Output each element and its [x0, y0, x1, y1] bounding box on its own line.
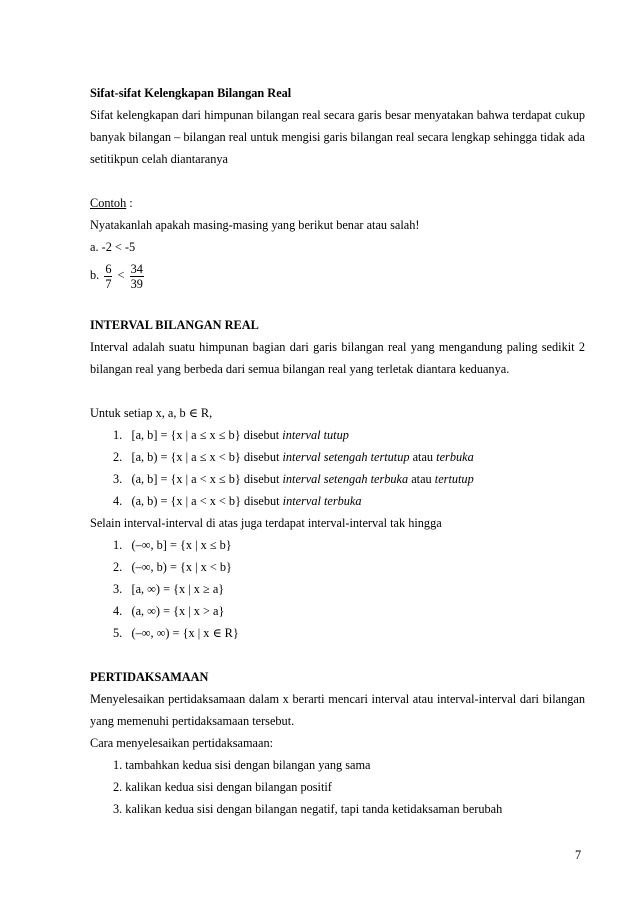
interval-item — [90, 446, 585, 468]
spacer — [90, 170, 585, 192]
infinite-item — [90, 556, 585, 578]
item-number: 1. — [113, 428, 123, 442]
infinite-list — [90, 534, 585, 644]
step-item: 3. kalikan kedua sisi dengan bilangan negatif, tapi tanda ketidaksaman berubah — [113, 802, 503, 816]
item-alt-name: tertutup — [434, 472, 474, 486]
item-separator: atau — [408, 472, 435, 486]
item-name: interval terbuka — [282, 494, 362, 508]
item-number: 4. — [113, 494, 123, 508]
steps-list — [90, 754, 585, 820]
spacer — [90, 644, 585, 666]
spacer — [90, 292, 585, 314]
example-heading — [90, 192, 585, 214]
interval-item — [90, 424, 585, 446]
item-expression: (a, ∞) = {x | x > a} — [131, 604, 225, 618]
step-item: 1. tambahkan kedua sisi dengan bilangan yang sama — [113, 758, 371, 772]
interval-item — [90, 490, 585, 512]
infinite-item — [90, 578, 585, 600]
section-title-pertidaksamaan: PERTIDAKSAMAAN — [90, 670, 209, 684]
document-page — [90, 82, 585, 820]
infinite-item — [90, 622, 585, 644]
interval-list — [90, 424, 585, 512]
paragraph-pertidaksamaan: Menyelesaikan pertidaksamaan dalam x berarti mencari interval atau interval-interval dari bilangan yang memenuhi pertidaksamaan tersebut. — [90, 692, 585, 728]
item-name: interval setengah terbuka — [282, 472, 409, 486]
item-expression: [a, b) = {x | a ≤ x < b} disebut — [131, 450, 283, 464]
item-number: 2. — [113, 450, 123, 464]
interval-item — [90, 468, 585, 490]
item-number: 2. — [113, 560, 123, 574]
item-number: 5. — [113, 626, 123, 640]
item-alt-name: terbuka — [436, 450, 474, 464]
spacer — [90, 380, 585, 402]
paragraph-kelengkapan: Sifat kelengkapan dari himpunan bilangan real secara garis besar menyatakan bahwa terdapat cukup banyak bilangan – bilangan real untuk mengisi garis bilangan real secara lengkap sehingga tidak ada setitikpun celah diantaranya — [90, 108, 585, 166]
example-label: Contoh — [90, 196, 127, 210]
item-expression: (a, b] = {x | a < x ≤ b} disebut — [131, 472, 283, 486]
fraction-operator: < — [117, 268, 125, 282]
item-number: 1. — [113, 538, 123, 552]
item-name: interval setengah tertutup — [282, 450, 410, 464]
item-number: 4. — [113, 604, 123, 618]
example-item-b — [90, 258, 585, 292]
step-item: 2. kalikan kedua sisi dengan bilangan positif — [113, 780, 332, 794]
cara-heading: Cara menyelesaikan pertidaksamaan: — [90, 736, 274, 750]
item-expression: (–∞, b] = {x | x ≤ b} — [131, 538, 232, 552]
fraction-right-numerator: 34 — [130, 261, 143, 276]
infinite-item — [90, 534, 585, 556]
item-number: 3. — [113, 582, 123, 596]
item-expression: [a, b] = {x | a ≤ x ≤ b} disebut — [131, 428, 283, 442]
fraction-left — [104, 262, 112, 291]
section-title-interval: INTERVAL BILANGAN REAL — [90, 318, 259, 332]
item-expression: (a, b) = {x | a < x < b} disebut — [131, 494, 283, 508]
fraction-left-denominator: 7 — [105, 276, 112, 291]
example-colon: : — [126, 196, 133, 210]
infinite-item — [90, 600, 585, 622]
fraction-left-numerator: 6 — [105, 261, 112, 276]
fraction-right — [130, 262, 144, 291]
example-item-a: a. -2 < -5 — [90, 240, 136, 254]
item-expression: [a, ∞) = {x | x ≥ a} — [131, 582, 225, 596]
section-title-kelengkapan: Sifat-sifat Kelengkapan Bilangan Real — [90, 86, 292, 100]
item-separator: atau — [409, 450, 437, 464]
example-question: Nyatakanlah apakah masing-masing yang berikut benar atau salah! — [90, 218, 420, 232]
infinite-intro: Selain interval-interval di atas juga terdapat interval-interval tak hingga — [90, 516, 442, 530]
item-name: interval tutup — [282, 428, 349, 442]
item-expression: (–∞, ∞) = {x | x ∈ R} — [131, 626, 239, 640]
item-expression: (–∞, b) = {x | x < b} — [131, 560, 232, 574]
page-number: 7 — [575, 848, 582, 862]
paragraph-interval: Interval adalah suatu himpunan bagian dari garis bilangan real yang mengandung paling sedikit 2 bilangan real yang berbeda dari semua bilangan real yang terletak diantara keduanya. — [90, 340, 585, 376]
fraction-right-denominator: 39 — [130, 276, 143, 291]
interval-intro: Untuk setiap x, a, b ∈ R, — [90, 406, 213, 420]
item-number: 3. — [113, 472, 123, 486]
example-item-b-prefix: b. — [90, 268, 100, 282]
